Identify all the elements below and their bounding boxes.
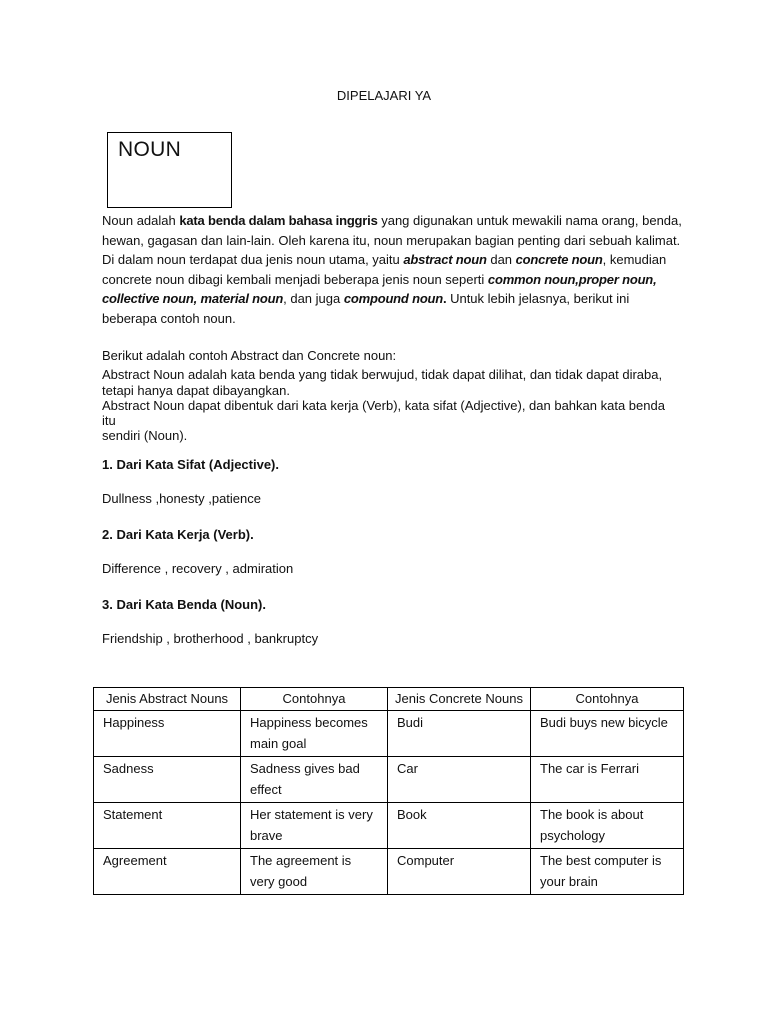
term-proper-noun: proper noun — [578, 271, 654, 287]
term-collective-noun: collective noun — [102, 291, 194, 306]
table-row — [94, 803, 684, 849]
table-header-cell: Contohnya — [531, 688, 684, 711]
term-concrete-noun: concrete noun — [515, 252, 603, 267]
table-cell: Her statement is very brave — [241, 803, 388, 849]
table-row — [94, 757, 684, 803]
intro-paragraph — [102, 211, 682, 328]
intro-text: dan — [486, 252, 516, 267]
intro-text: , kemudian concrete noun dibagi kembali menjadi beberapa jenis noun seperti — [102, 252, 667, 287]
intro-text: , — [193, 291, 201, 306]
table-row — [94, 711, 684, 757]
intro-bold-definition: kata benda dalam bahasa inggris — [179, 213, 378, 228]
table-cell: Happiness — [94, 711, 241, 757]
abstract-noun-paragraph — [102, 346, 682, 443]
section-examples-noun: Friendship , brotherhood , bankruptcy — [102, 631, 319, 646]
noun-title-box — [107, 132, 232, 208]
abstract-line: sendiri (Noun). — [102, 428, 188, 443]
table-cell: The book is about psychology — [531, 803, 684, 849]
term-compound-noun: compound noun — [343, 291, 444, 306]
table-row — [94, 849, 684, 895]
table-cell: Happiness becomes main goal — [241, 711, 388, 757]
intro-text: yang digunakan untuk mewakili nama orang, benda, hewan, gagasan dan lain-lain. Oleh karena itu, noun merupakan bagian penting dari sebuah kalimat. Di dalam noun terdapat dua jenis noun utama, yaitu — [102, 213, 682, 267]
table-cell: Computer — [388, 849, 531, 895]
page-title: DIPELAJARI YA — [336, 88, 432, 103]
abstract-line: tetapi hanya dapat dibayangkan. — [102, 383, 290, 398]
table-cell: Budi buys new bicycle — [531, 711, 684, 757]
abstract-line: Abstract Noun dapat dibentuk dari kata kerja (Verb), kata sifat (Adjective), dan bahkan kata benda itu — [102, 398, 665, 428]
term-common-noun: common noun — [487, 271, 576, 287]
intro-text: Untuk lebih jelasnya, berikut ini beberapa contoh noun. — [102, 291, 630, 326]
term-abstract-noun: abstract noun — [403, 252, 487, 267]
section-heading-noun: 3. Dari Kata Benda (Noun). — [102, 597, 266, 612]
abstract-line: Berikut adalah contoh Abstract dan Concrete noun: — [102, 348, 397, 363]
table-header-cell: Jenis Abstract Nouns — [94, 688, 241, 711]
table-cell: Statement — [94, 803, 241, 849]
table-cell: The agreement is very good — [241, 849, 388, 895]
table-header-cell: Contohnya — [241, 688, 388, 711]
term-material-noun: material noun — [200, 291, 284, 306]
table-cell: Car — [388, 757, 531, 803]
table-cell: Budi — [388, 711, 531, 757]
intro-text: , dan juga — [283, 291, 344, 306]
section-examples-adjective: Dullness ,honesty ,patience — [102, 491, 261, 506]
table-cell: Sadness — [94, 757, 241, 803]
table-header-cell: Jenis Concrete Nouns — [388, 688, 531, 711]
intro-text: . — [443, 291, 447, 306]
intro-text: Noun adalah — [102, 213, 180, 228]
table-cell: The car is Ferrari — [531, 757, 684, 803]
noun-box-label: NOUN — [118, 138, 182, 161]
table-cell: The best computer is your brain — [531, 849, 684, 895]
table-cell: Book — [388, 803, 531, 849]
table-cell: Agreement — [94, 849, 241, 895]
abstract-line: Abstract Noun adalah kata benda yang tidak berwujud, tidak dapat dilihat, dan tidak dapat diraba, — [102, 367, 663, 382]
section-heading-adjective: 1. Dari Kata Sifat (Adjective). — [102, 457, 279, 472]
table-header-row — [94, 688, 684, 711]
section-heading-verb: 2. Dari Kata Kerja (Verb). — [102, 527, 254, 542]
intro-text: , — [653, 271, 657, 287]
section-examples-verb: Difference , recovery , admiration — [102, 561, 294, 576]
intro-text: , — [575, 271, 579, 287]
nouns-table — [93, 687, 684, 895]
table-cell: Sadness gives bad effect — [241, 757, 388, 803]
